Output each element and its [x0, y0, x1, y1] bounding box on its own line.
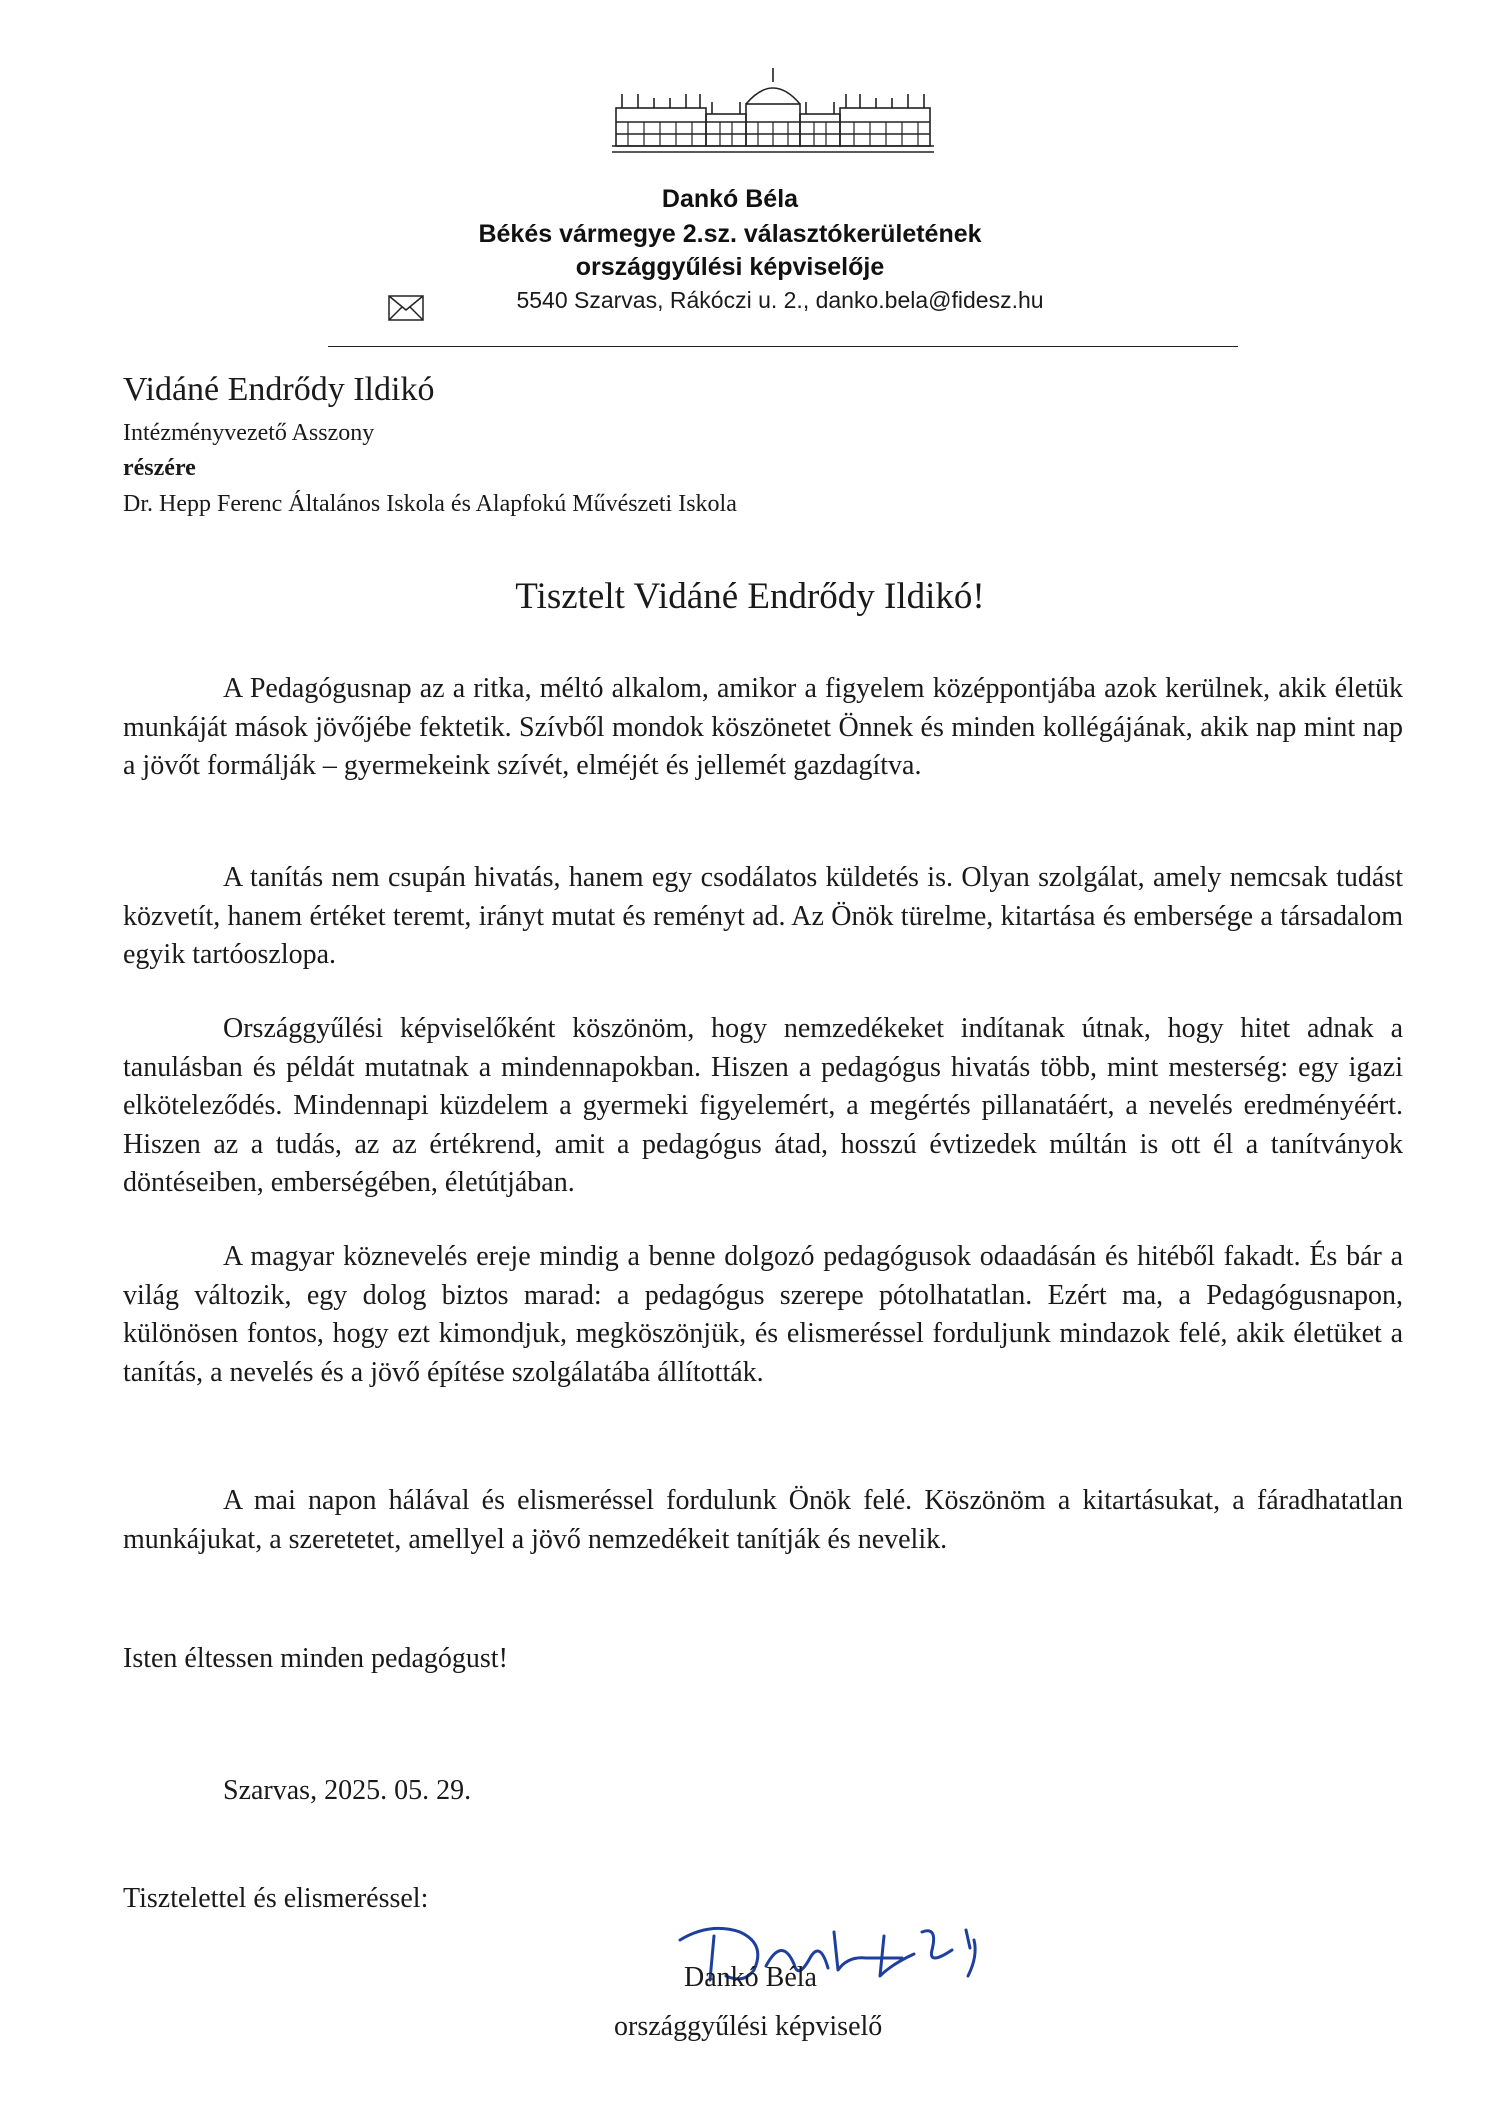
- recipient-institution: Dr. Hepp Ferenc Általános Iskola és Alapfokú Művészeti Iskola: [123, 491, 737, 517]
- letter-paragraph-2: A tanítás nem csupán hivatás, hanem egy csodálatos küldetés is. Olyan szolgálat, amely nemcsak tudást közvetít, hanem értéket teremt, irányt mutat és reményt ad. Az Önök türelme, kitartása és embersége a társadalom egyik tartóoszlopa.: [123, 862, 1403, 970]
- regards-line: Tisztelettel és elismeréssel:: [123, 1883, 429, 1914]
- sender-name: Dankó Béla: [661, 185, 799, 213]
- letter-paragraph-3: Országgyűlési képviselőként köszönöm, hogy nemzedékeket indítanak útnak, hogy hitet adnak a tanulásban és példát mutatnak a mindennapokban. Hiszen a pedagógus hivatás több, mint mesterség: egy igazi elköteleződés. Mindennapi küzdelem a gyermeki figyelemért, a megértés pillanatáért, a nevelés eredményéért. Hiszen az a tudás, az az értékrend, amit a pedagógus átad, hosszú évtizedek múltán is ott él a tanítványok döntéseiben, emberségében, életútjában.: [123, 1013, 1403, 1198]
- recipient-name: Vidáné Endrődy Ildikó: [123, 371, 435, 408]
- signer-title: országgyűlési képviselő: [614, 2011, 883, 2042]
- place-and-date: Szarvas, 2025. 05. 29.: [223, 1775, 472, 1806]
- sender-district: Békés vármegye 2.sz. választókerületének: [478, 220, 982, 248]
- parliament-building-icon: [608, 64, 938, 156]
- sender-title: országgyűlési képviselője: [575, 253, 885, 281]
- signer-name: Dankó Béla: [684, 1962, 817, 1993]
- letter-paragraph-4: A magyar köznevelés ereje mindig a benne dolgozó pedagógusok odaadásán és hitéből fakadt. És bár a világ változik, egy dolog biztos marad: a pedagógus szerepe pótolhatatlan. Ezért ma, a Pedagógusnapon, különösen fontos, hogy ezt kimondjuk, megköszönjük, és elismeréssel forduljunk mindazok felé, akik életüket a tanítás, a nevelés és a jövő építése szolgálatába állították.: [123, 1241, 1403, 1388]
- salutation: Tisztelt Vidáné Endrődy Ildikó!: [515, 576, 985, 617]
- letter-paragraph-1: A Pedagógusnap az a ritka, méltó alkalom, amikor a figyelem középpontjába azok kerülnek, akik életük munkáját mások jövőjébe fektetik. Szívből mondok köszönetet Önnek és minden kollégájának, akik nap mint nap a jövőt formálják – gyermekeink szívét, elméjét és jellemét gazdagítva.: [123, 673, 1403, 781]
- recipient-role: Intézményvezető Asszony: [123, 420, 375, 446]
- envelope-icon: [388, 295, 424, 321]
- sender-address: 5540 Szarvas, Rákóczi u. 2., danko.bela@fidesz.hu: [516, 287, 1044, 313]
- closing-line: Isten éltessen minden pedagógust!: [123, 1643, 508, 1674]
- recipient-for-label: részére: [123, 455, 196, 481]
- letter-paragraph-5: A mai napon hálával és elismeréssel fordulunk Önök felé. Köszönöm a kitartásukat, a fáradhatatlan munkájukat, a szeretetet, amellyel a jövő nemzedékeit tanítják és nevelik.: [123, 1485, 1403, 1555]
- header-divider: [328, 346, 1238, 347]
